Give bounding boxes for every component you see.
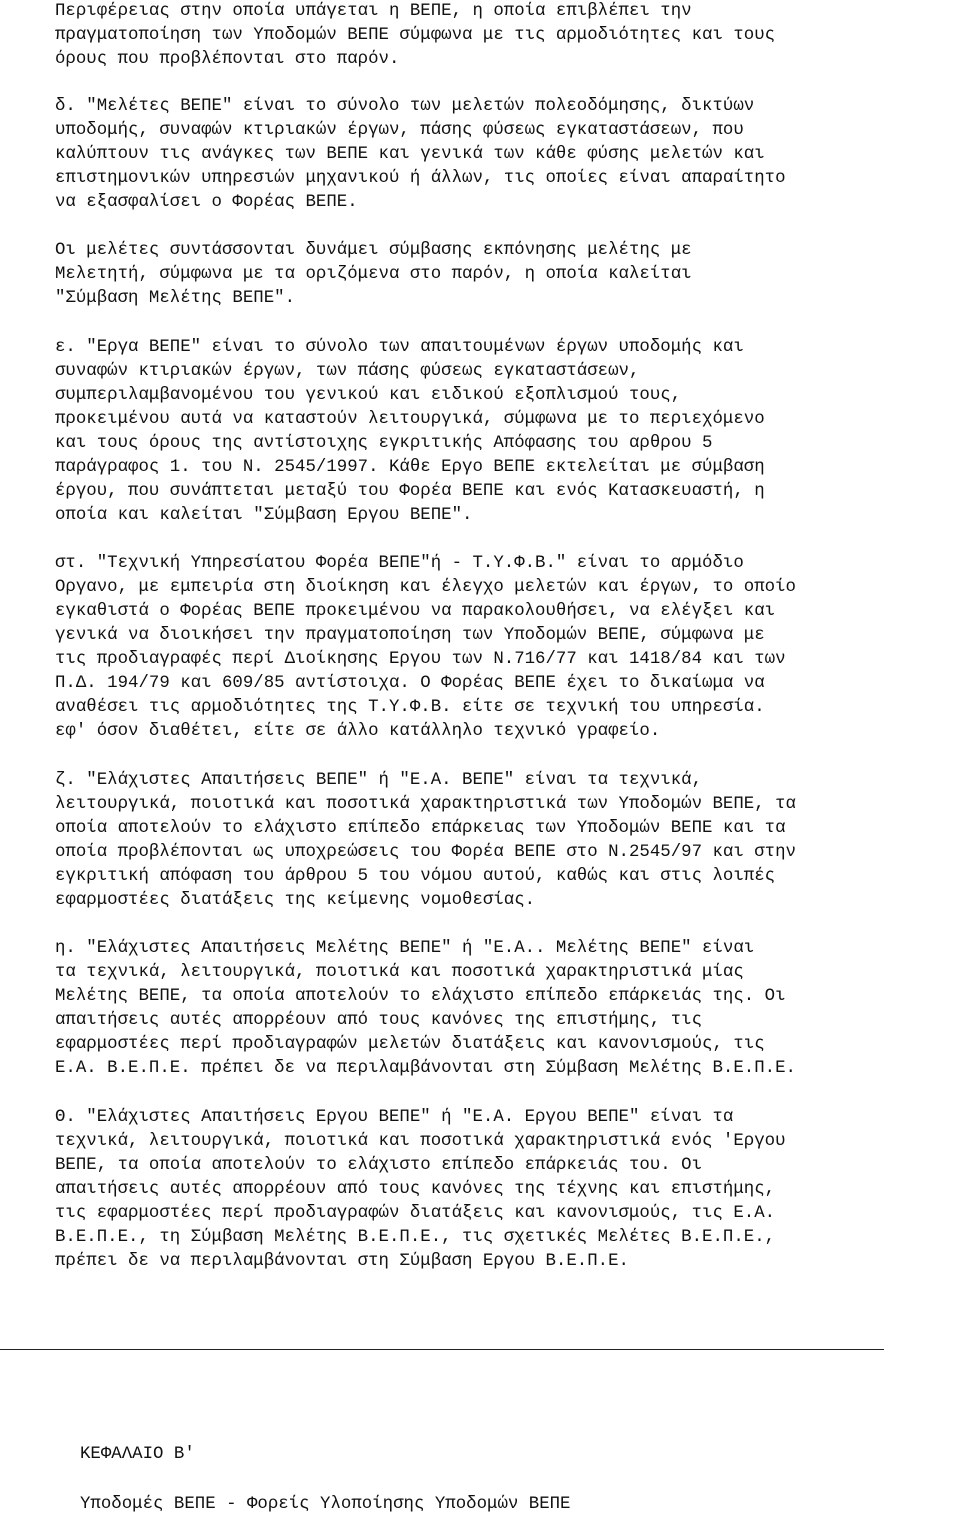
text-line: εφαρμοστέες περί προδιαγραφών μελετών διατάξεις και κανονισμούς, τις xyxy=(55,1035,765,1054)
text-line: δ. "Μελέτες ΒΕΠΕ" είναι το σύνολο των μελετών πολεοδόμησης, δικτύων xyxy=(55,97,755,116)
text-line: προκειμένου αυτά να καταστούν λειτουργικά, σύμφωνα με το περιεχόμενο xyxy=(55,410,765,429)
text-line: παράγραφος 1. του Ν. 2545/1997. Κάθε Εργο ΒΕΠΕ εκτελείται με σύμβαση xyxy=(55,458,765,477)
section-divider xyxy=(0,1349,884,1350)
text-line: απαιτήσεις αυτές απορρέουν από τους κανόνες της επιστήμης, τις xyxy=(55,1011,703,1030)
text-line: "Σύμβαση Μελέτης ΒΕΠΕ". xyxy=(55,289,296,308)
text-line: ε. "Εργα ΒΕΠΕ" είναι το σύνολο των απαιτουμένων έργων υποδομής και xyxy=(55,338,744,357)
text-line: ζ. "Ελάχιστες Απαιτήσεις ΒΕΠΕ" ή "Ε.Α. ΒΕΠΕ" είναι τα τεχνικά, xyxy=(55,771,703,790)
text-line: απαιτήσεις αυτές απορρέουν από τους κανόνες της τέχνης και επιστήμης, xyxy=(55,1180,776,1199)
text-line: τις προδιαγραφές περί Διοίκησης Εργου των Ν.716/77 και 1418/84 και των xyxy=(55,650,786,669)
chapter-title: ΚΕΦΑΛΑΙΟ Β' xyxy=(80,1445,195,1464)
text-line: Οργανο, με εμπειρία στη διοίκηση και έλεγχο μελετών και έργων, το οποίο xyxy=(55,578,796,597)
text-line: Οι μελέτες συντάσσονται δυνάμει σύμβασης εκπόνησης μελέτης με xyxy=(55,241,692,260)
text-line: Περιφέρειας στην οποία υπάγεται η ΒΕΠΕ, η οποία επιβλέπει την xyxy=(55,2,692,21)
text-line: εφαρμοστέες διατάξεις της κείμενης νομοθεσίας. xyxy=(55,891,536,910)
text-line: έργου, που συνάπτεται μεταξύ του Φορέα ΒΕΠΕ και ενός Κατασκευαστή, η xyxy=(55,482,765,501)
text-line: τεχνικά, λειτουργικά, ποιοτικά και ποσοτικά χαρακτηριστικά ενός 'Εργου xyxy=(55,1132,786,1151)
text-line: οποία και καλείται "Σύμβαση Εργου ΒΕΠΕ". xyxy=(55,506,473,525)
text-line: πρέπει δε να περιλαμβάνονται στη Σύμβαση Εργου Β.Ε.Π.Ε. xyxy=(55,1252,629,1271)
text-line: Μελετητή, σύμφωνα με τα οριζόμενα στο παρόν, η οποία καλείται xyxy=(55,265,692,284)
text-line: η. "Ελάχιστες Απαιτήσεις Μελέτης ΒΕΠΕ" ή "Ε.Α.. Μελέτης ΒΕΠΕ" είναι xyxy=(55,939,755,958)
text-line: πραγματοποίηση των Υποδομών ΒΕΠΕ σύμφωνα με τις αρμοδιότητες και τους xyxy=(55,26,776,45)
text-line: να εξασφαλίσει ο Φορέας ΒΕΠΕ. xyxy=(55,193,358,212)
text-line: Π.Δ. 194/79 και 609/85 αντίστοιχα. Ο Φορέας ΒΕΠΕ έχει το δικαίωμα να xyxy=(55,674,765,693)
text-line: Ε.Α. Β.Ε.Π.Ε. πρέπει δε να περιλαμβάνονται στη Σύμβαση Μελέτης Β.Ε.Π.Ε. xyxy=(55,1059,796,1078)
text-line: Μελέτης ΒΕΠΕ, τα οποία αποτελούν το ελάχιστο επίπεδο επάρκειάς της. Οι xyxy=(55,987,786,1006)
text-line: στ. "Τεχνική Υπηρεσίατου Φορέα ΒΕΠΕ"ή - Τ.Υ.Φ.Β." είναι το αρμόδιο xyxy=(55,554,744,573)
text-line: και τους όρους της αντίστοιχης εγκριτικής Απόφασης του αρθρου 5 xyxy=(55,434,713,453)
text-line: λειτουργικά, ποιοτικά και ποσοτικά χαρακτηριστικά των Υποδομών ΒΕΠΕ, τα xyxy=(55,795,796,814)
text-line: οποία αποτελούν το ελάχιστο επίπεδο επάρκειας των Υποδομών ΒΕΠΕ και τα xyxy=(55,819,786,838)
text-line: τις εφαρμοστέες περί προδιαγραφών διατάξεις και κανονισμούς, τις Ε.Α. xyxy=(55,1204,776,1223)
text-line: Θ. "Ελάχιστες Απαιτήσεις Εργου ΒΕΠΕ" ή "Ε.Α. Εργου ΒΕΠΕ" είναι τα xyxy=(55,1108,734,1127)
text-line: εγκαθιστά ο Φορέας ΒΕΠΕ προκειμένου να παρακολουθήσει, να ελέγξει και xyxy=(55,602,776,621)
text-line: εφ' όσον διαθέτει, είτε σε άλλο κατάλληλο τεχνικό γραφείο. xyxy=(55,722,661,741)
text-line: επιστημονικών υπηρεσιών μηχανικού ή άλλων, τις οποίες είναι απαραίτητο xyxy=(55,169,786,188)
text-line: όρους που προβλέπονται στο παρόν. xyxy=(55,50,400,69)
text-line: τα τεχνικά, λειτουργικά, ποιοτικά και ποσοτικά χαρακτηριστικά μίας xyxy=(55,963,744,982)
text-line: γενικά να διοικήσει την πραγματοποίηση των Υποδομών ΒΕΠΕ, σύμφωνα με xyxy=(55,626,765,645)
text-line: συναφών κτιριακών έργων, των πάσης φύσεως εγκαταστάσεων, xyxy=(55,362,640,381)
text-line: οποία προβλέπονται ως υποχρεώσεις του Φορέα ΒΕΠΕ στο Ν.2545/97 και στην xyxy=(55,843,796,862)
text-line: συμπεριλαμβανομένου του γενικού και ειδικού εξοπλισμού τους, xyxy=(55,386,682,405)
chapter-subtitle: Υποδομές ΒΕΠΕ - Φορείς Υλοποίησης Υποδομών ΒΕΠΕ xyxy=(80,1495,571,1514)
text-line: Β.Ε.Π.Ε., τη Σύμβαση Μελέτης Β.Ε.Π.Ε., τις σχετικές Μελέτες Β.Ε.Π.Ε., xyxy=(55,1228,776,1247)
text-line: εγκριτική απόφαση του άρθρου 5 του νόμου αυτού, καθώς και στις λοιπές xyxy=(55,867,776,886)
text-line: αναθέσει τις αρμοδιότητες της Τ.Υ.Φ.Β. είτε σε τεχνική του υπηρεσία. xyxy=(55,698,765,717)
text-line: ΒΕΠΕ, τα οποία αποτελούν το ελάχιστο επίπεδο επάρκειάς του. Οι xyxy=(55,1156,703,1175)
text-line: υποδομής, συναφών κτιριακών έργων, πάσης φύσεως εγκαταστάσεων, που xyxy=(55,121,744,140)
text-line: καλύπτουν τις ανάγκες των ΒΕΠΕ και γενικά των κάθε φύσης μελετών και xyxy=(55,145,765,164)
